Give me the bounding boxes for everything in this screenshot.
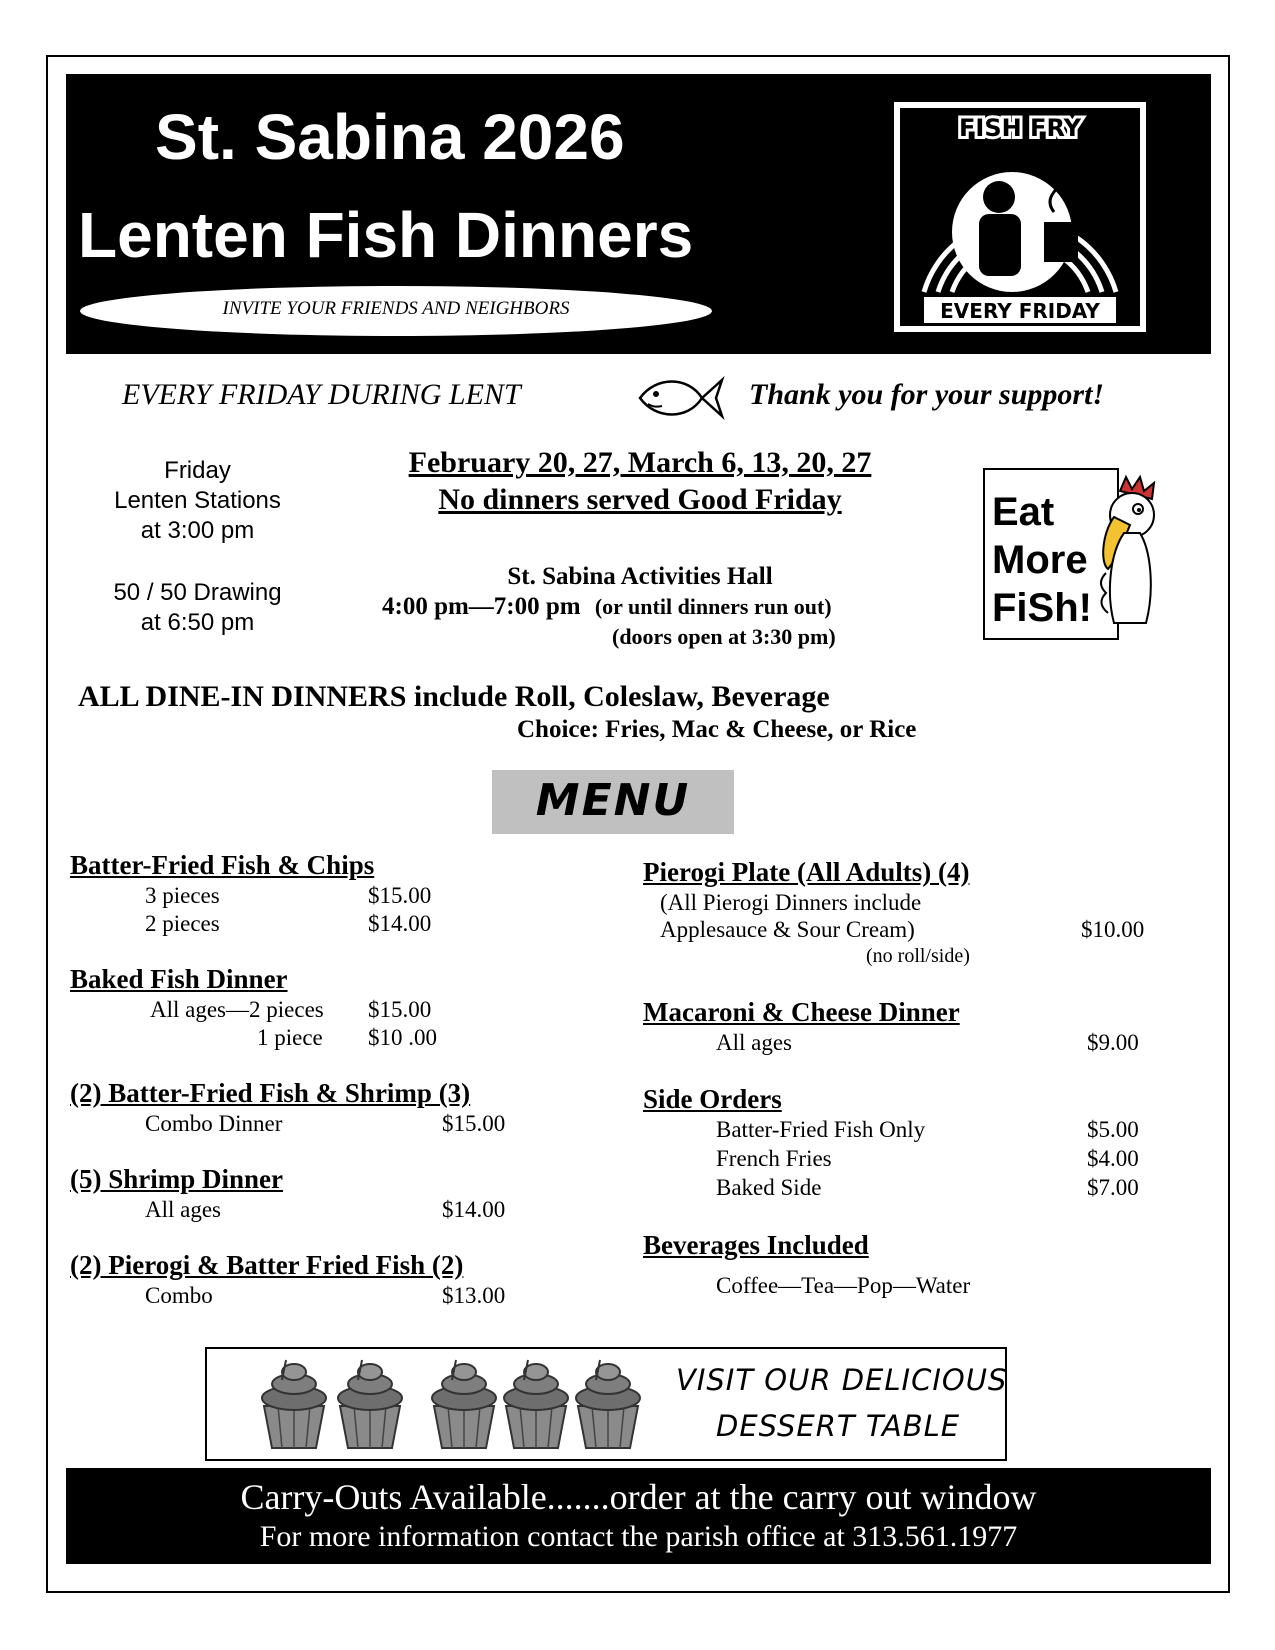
menu-section-title: Beverages Included	[643, 1230, 869, 1260]
dessert-table-text	[676, 1357, 1007, 1449]
menu-item-name: 2 pieces	[145, 911, 220, 936]
hours-note: (or until dinners run out)	[594, 594, 832, 619]
menu-section-title: (2) Batter-Fried Fish & Shrimp (3)	[70, 1078, 471, 1108]
menu-item-price: $14.00	[368, 911, 432, 936]
lenten-stations-info	[85, 456, 310, 546]
menu-item-name: All ages	[716, 1030, 793, 1055]
carry-out-text: Carry-Outs Available.......order at the carry out window	[240, 1477, 1037, 1517]
menu-item-price: $7.00	[1087, 1175, 1139, 1200]
dine-in-includes: ALL DINE-IN DINNERS include Roll, Coleslaw, Beverage	[78, 680, 830, 713]
menu-item-price: $5.00	[1087, 1117, 1139, 1142]
menu-item-name: Baked Side	[716, 1175, 822, 1200]
thank-you-text: Thank you for your support!	[749, 378, 1105, 411]
menu-item-note: (no roll/side)	[866, 945, 970, 967]
good-friday-note: No dinners served Good Friday	[438, 483, 842, 516]
menu-section-title: (5) Shrimp Dinner	[70, 1164, 284, 1194]
menu-item-price: $10 .00	[368, 1025, 437, 1050]
menu-section-title: Batter-Fried Fish & Chips	[70, 850, 375, 880]
stations-line: Lenten Stations	[114, 487, 281, 514]
menu-section-title: (2) Pierogi & Batter Fried Fish (2)	[70, 1250, 464, 1280]
menu-item-price: $15.00	[442, 1111, 506, 1136]
menu-item-name: Combo	[145, 1283, 213, 1308]
drawing-line: at 6:50 pm	[140, 609, 255, 636]
menu-heading: MENU	[535, 775, 691, 826]
menu-section-title: Macaroni & Cheese Dinner	[643, 997, 960, 1027]
dinner-dates: February 20, 27, March 6, 13, 20, 27	[408, 446, 872, 479]
menu-item-price: $4.00	[1087, 1146, 1139, 1171]
footer-banner	[66, 1468, 1211, 1564]
hours-time: 4:00 pm—7:00 pm	[382, 593, 581, 620]
menu-item-price: $15.00	[368, 883, 432, 908]
title-line-2: Lenten Fish Dinners	[78, 199, 694, 271]
logo-top-text: FISH FRY	[959, 114, 1081, 142]
dessert-line-2: DESSERT TABLE	[716, 1409, 961, 1443]
menu-item-name: 1 piece	[257, 1025, 323, 1050]
cartoon-bird-icon	[1090, 473, 1180, 638]
menu-section-title: Side Orders	[643, 1084, 782, 1114]
menu-item-desc: Applesauce & Sour Cream)	[660, 917, 915, 942]
dessert-line-1: VISIT OUR DELICIOUS	[676, 1363, 1008, 1397]
eat-more-fish-text: Eat More FiSh!	[992, 490, 1092, 630]
menu-item-name: Combo Dinner	[145, 1111, 283, 1136]
stations-line: at 3:00 pm	[140, 517, 255, 544]
logo-bottom-text: EVERY FRIDAY	[940, 299, 1100, 323]
drawing-line: 50 / 50 Drawing	[113, 579, 282, 606]
menu-item-name: 3 pieces	[145, 883, 220, 908]
fish-fry-logo	[894, 102, 1146, 332]
fish-icon	[636, 374, 726, 422]
hours	[382, 593, 832, 621]
menu-item-price: $10.00	[1081, 917, 1145, 942]
menu-item-name: All ages—2 pieces	[150, 997, 324, 1022]
menu-item-price: $15.00	[368, 997, 432, 1022]
menu-item-name: French Fries	[716, 1146, 832, 1171]
location: St. Sabina Activities Hall	[507, 563, 773, 590]
every-friday-text: EVERY FRIDAY DURING LENT	[122, 378, 521, 411]
stations-line: Friday	[164, 457, 231, 484]
menu-item-name: All ages	[145, 1197, 222, 1222]
doors-open: (doors open at 3:30 pm)	[612, 624, 836, 649]
contact-text: For more information contact the parish office at 313.561.1977	[259, 1520, 1018, 1553]
menu-item-price: $13.00	[442, 1283, 506, 1308]
cupcake-icon	[258, 1356, 648, 1452]
menu-item-price: $14.00	[442, 1197, 506, 1222]
beverages-list: Coffee—Tea—Pop—Water	[716, 1273, 971, 1298]
drawing-info	[85, 578, 310, 638]
menu-section-title: Baked Fish Dinner	[70, 964, 288, 994]
menu-item-name: Batter-Fried Fish Only	[716, 1117, 926, 1142]
tagline: INVITE YOUR FRIENDS AND NEIGHBORS	[222, 298, 570, 319]
menu-item-price: $9.00	[1087, 1030, 1139, 1055]
menu-section-title: Pierogi Plate (All Adults) (4)	[643, 857, 970, 887]
menu-item-desc: (All Pierogi Dinners include	[660, 890, 922, 915]
side-choice: Choice: Fries, Mac & Cheese, or Rice	[517, 716, 917, 743]
title-line-1: St. Sabina 2026	[155, 101, 625, 173]
